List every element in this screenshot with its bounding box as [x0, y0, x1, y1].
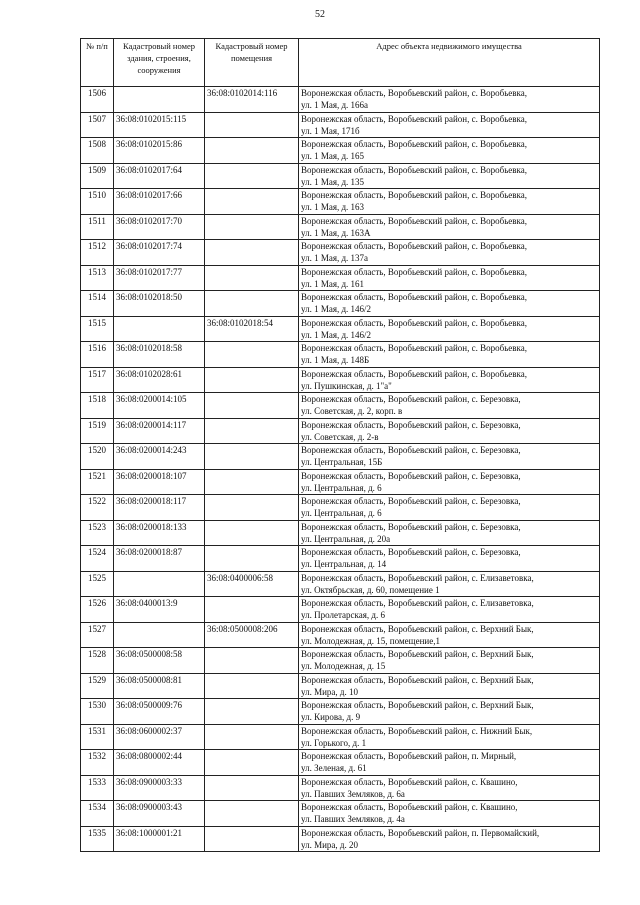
- address-line-street: ул. Молодежная, д. 15, помещение,1: [301, 635, 440, 646]
- address-line-region: Воронежская область, Воробьевский район, с. Верхний Бык,: [301, 623, 534, 634]
- premises-cadastral-number: [205, 393, 299, 419]
- address-line-region: Воронежская область, Воробьевский район, с. Березовка,: [301, 547, 521, 557]
- premises-cadastral-number: [205, 214, 299, 240]
- table-row: [81, 418, 600, 444]
- address-cell: [299, 444, 600, 470]
- row-number: 1526: [81, 597, 114, 623]
- address-line-region: Воронежская область, Воробьевский район, с. Квашино,: [301, 776, 518, 787]
- premises-cadastral-number: [205, 138, 299, 164]
- table-row: [81, 775, 600, 801]
- premises-cadastral-number: [205, 342, 299, 368]
- address-line-region: Воронежская область, Воробьевский район, с. Воробьевка,: [301, 113, 528, 124]
- building-cadastral-number: 36:08:0200014:117: [114, 418, 205, 444]
- row-number: 1510: [81, 189, 114, 215]
- premises-cadastral-number: [205, 189, 299, 215]
- table-body: [81, 87, 600, 852]
- address-cell: [299, 469, 600, 495]
- address-line-street: ул. 1 Мая, д. 148Б: [301, 355, 370, 365]
- row-number: 1534: [81, 801, 114, 827]
- address-line-street: ул. Центральная, д. 6: [301, 482, 382, 493]
- address-cell: [299, 571, 600, 597]
- table-row: [81, 265, 600, 291]
- premises-cadastral-number: [205, 265, 299, 291]
- address-cell: [299, 87, 600, 113]
- address-line-street: ул. 1 Мая, д. 163: [301, 202, 365, 212]
- address-line-street: ул. Молодежная, д. 15: [301, 661, 386, 671]
- address-line-street: ул. Центральная, 15Б: [301, 457, 383, 467]
- address-cell: [299, 750, 600, 776]
- table-row: [81, 597, 600, 623]
- row-number: 1509: [81, 163, 114, 189]
- building-cadastral-number: 36:08:0400013:9: [114, 597, 205, 623]
- premises-cadastral-number: [205, 444, 299, 470]
- address-cell: [299, 138, 600, 164]
- address-cell: [299, 724, 600, 750]
- building-cadastral-number: 36:08:0800002:44: [114, 750, 205, 776]
- building-cadastral-number: 36:08:0200018:107: [114, 469, 205, 495]
- address-line-street: ул. Пролетарская, д. 6: [301, 610, 385, 620]
- address-cell: [299, 699, 600, 725]
- address-cell: [299, 546, 600, 572]
- address-line-street: ул. 1 Мая, 171б: [301, 125, 360, 136]
- building-cadastral-number: 36:08:0102015:86: [114, 138, 205, 164]
- address-line-region: Воронежская область, Воробьевский район, с. Воробьевка,: [301, 215, 528, 226]
- address-line-street: ул. Зеленая, д. 61: [301, 763, 367, 773]
- table-row: [81, 571, 600, 597]
- address-cell: [299, 418, 600, 444]
- premises-cadastral-number: [205, 826, 299, 852]
- building-cadastral-number: 36:08:0900003:33: [114, 775, 205, 801]
- address-line-region: Воронежская область, Воробьевский район, с. Воробьевка,: [301, 368, 528, 379]
- address-line-region: Воронежская область, Воробьевский район, с. Березовка,: [301, 445, 521, 455]
- address-line-street: ул. Мира, д. 10: [301, 686, 358, 697]
- address-line-region: Воронежская область, Воробьевский район, с. Березовка,: [301, 470, 521, 481]
- address-line-region: Воронежская область, Воробьевский район, с. Воробьевка,: [301, 241, 528, 251]
- row-number: 1535: [81, 826, 114, 852]
- row-number: 1512: [81, 240, 114, 266]
- address-cell: [299, 291, 600, 317]
- table-row: [81, 393, 600, 419]
- premises-cadastral-number: [205, 240, 299, 266]
- premises-cadastral-number: [205, 801, 299, 827]
- premises-cadastral-number: 36:08:0500008:206: [205, 622, 299, 648]
- address-line-street: ул. Октябрьская, д. 60, помещение 1: [301, 584, 440, 595]
- address-line-region: Воронежская область, Воробьевский район, с. Квашино,: [301, 802, 518, 812]
- building-cadastral-number: [114, 87, 205, 113]
- premises-cadastral-number: [205, 597, 299, 623]
- address-line-region: Воронежская область, Воробьевский район, с. Воробьевка,: [301, 266, 528, 277]
- row-number: 1519: [81, 418, 114, 444]
- building-cadastral-number: 36:08:0200018:117: [114, 495, 205, 521]
- table-row: [81, 648, 600, 674]
- building-cadastral-number: 36:08:0900003:43: [114, 801, 205, 827]
- table-row: [81, 495, 600, 521]
- address-cell: [299, 163, 600, 189]
- header-building-cadastral: Кадастровый номер здания, строения, сооружения: [114, 39, 205, 87]
- building-cadastral-number: 36:08:0600002:37: [114, 724, 205, 750]
- address-cell: [299, 393, 600, 419]
- table-row: [81, 622, 600, 648]
- premises-cadastral-number: 36:08:0102014:116: [205, 87, 299, 113]
- table-row: [81, 291, 600, 317]
- row-number: 1513: [81, 265, 114, 291]
- address-line-region: Воронежская область, Воробьевский район, с. Верхний Бык,: [301, 700, 534, 710]
- address-line-street: ул. Советская, д. 2, корп. в: [301, 406, 403, 416]
- row-number: 1511: [81, 214, 114, 240]
- property-registry-table: [80, 38, 600, 852]
- premises-cadastral-number: 36:08:0102018:54: [205, 316, 299, 342]
- address-line-street: ул. Кирова, д. 9: [301, 712, 361, 722]
- premises-cadastral-number: [205, 750, 299, 776]
- address-line-street: ул. 1 Мая, д. 135: [301, 176, 365, 187]
- table-row: [81, 87, 600, 113]
- table-row: [81, 750, 600, 776]
- header-premises-cadastral: Кадастровый номер помещения: [205, 39, 299, 87]
- address-cell: [299, 240, 600, 266]
- table-row: [81, 240, 600, 266]
- premises-cadastral-number: [205, 163, 299, 189]
- address-line-street: ул. Павших Земляков, д. 6а: [301, 788, 405, 799]
- address-cell: [299, 801, 600, 827]
- table-row: [81, 469, 600, 495]
- premises-cadastral-number: [205, 699, 299, 725]
- address-line-street: ул. Пушкинская, д. 1"а": [301, 380, 392, 391]
- row-number: 1521: [81, 469, 114, 495]
- address-cell: [299, 189, 600, 215]
- address-cell: [299, 622, 600, 648]
- address-line-street: ул. Центральная, д. 6: [301, 508, 382, 518]
- address-line-region: Воронежская область, Воробьевский район, с. Верхний Бык,: [301, 649, 534, 659]
- building-cadastral-number: 36:08:0200014:243: [114, 444, 205, 470]
- address-cell: [299, 826, 600, 852]
- premises-cadastral-number: 36:08:0400006:58: [205, 571, 299, 597]
- building-cadastral-number: 36:08:0102017:74: [114, 240, 205, 266]
- premises-cadastral-number: [205, 495, 299, 521]
- row-number: 1506: [81, 87, 114, 113]
- address-line-region: Воронежская область, Воробьевский район, п. Мирный,: [301, 751, 517, 761]
- premises-cadastral-number: [205, 520, 299, 546]
- row-number: 1517: [81, 367, 114, 393]
- address-line-region: Воронежская область, Воробьевский район, с. Воробьевка,: [301, 88, 528, 98]
- table-row: [81, 520, 600, 546]
- premises-cadastral-number: [205, 724, 299, 750]
- row-number: 1516: [81, 342, 114, 368]
- building-cadastral-number: 36:08:0102017:66: [114, 189, 205, 215]
- premises-cadastral-number: [205, 112, 299, 138]
- address-line-region: Воронежская область, Воробьевский район, с. Березовка,: [301, 394, 521, 404]
- address-cell: [299, 648, 600, 674]
- premises-cadastral-number: [205, 418, 299, 444]
- table-row: [81, 826, 600, 852]
- address-line-street: ул. 1 Мая, д. 166а: [301, 100, 369, 110]
- address-cell: [299, 112, 600, 138]
- address-line-street: ул. 1 Мая, д. 161: [301, 278, 365, 289]
- table-row: [81, 316, 600, 342]
- address-line-region: Воронежская область, Воробьевский район, с. Воробьевка,: [301, 139, 528, 149]
- address-cell: [299, 495, 600, 521]
- building-cadastral-number: [114, 316, 205, 342]
- row-number: 1528: [81, 648, 114, 674]
- table-row: [81, 342, 600, 368]
- building-cadastral-number: [114, 622, 205, 648]
- row-number: 1531: [81, 724, 114, 750]
- row-number: 1523: [81, 520, 114, 546]
- table-row: [81, 801, 600, 827]
- row-number: 1530: [81, 699, 114, 725]
- address-line-region: Воронежская область, Воробьевский район, с. Березовка,: [301, 496, 521, 506]
- address-line-region: Воронежская область, Воробьевский район, с. Березовка,: [301, 521, 521, 532]
- row-number: 1514: [81, 291, 114, 317]
- table-row: [81, 189, 600, 215]
- address-cell: [299, 520, 600, 546]
- building-cadastral-number: 36:08:0500008:81: [114, 673, 205, 699]
- address-line-region: Воронежская область, Воробьевский район, п. Первомайский,: [301, 827, 540, 838]
- address-line-street: ул. Павших Земляков, д. 4а: [301, 814, 405, 824]
- address-cell: [299, 342, 600, 368]
- building-cadastral-number: 36:08:0102028:61: [114, 367, 205, 393]
- row-number: 1525: [81, 571, 114, 597]
- address-cell: [299, 367, 600, 393]
- premises-cadastral-number: [205, 546, 299, 572]
- building-cadastral-number: 36:08:1000001:21: [114, 826, 205, 852]
- address-line-region: Воронежская область, Воробьевский район, с. Елизаветовка,: [301, 572, 534, 583]
- address-cell: [299, 265, 600, 291]
- row-number: 1515: [81, 316, 114, 342]
- address-line-region: Воронежская область, Воробьевский район, с. Воробьевка,: [301, 164, 528, 175]
- address-cell: [299, 316, 600, 342]
- building-cadastral-number: 36:08:0200018:133: [114, 520, 205, 546]
- address-line-street: ул. 1 Мая, д. 146/2: [301, 329, 372, 340]
- row-number: 1520: [81, 444, 114, 470]
- table-row: [81, 673, 600, 699]
- address-cell: [299, 597, 600, 623]
- building-cadastral-number: 36:08:0200014:105: [114, 393, 205, 419]
- address-line-region: Воронежская область, Воробьевский район, с. Воробьевка,: [301, 343, 528, 353]
- building-cadastral-number: 36:08:0102017:64: [114, 163, 205, 189]
- address-line-street: ул. Центральная, д. 14: [301, 559, 387, 569]
- address-line-street: ул. 1 Мая, д. 137а: [301, 253, 369, 263]
- address-line-street: ул. Мира, д. 20: [301, 839, 358, 850]
- premises-cadastral-number: [205, 775, 299, 801]
- address-line-street: ул. 1 Мая, д. 163А: [301, 227, 371, 238]
- row-number: 1529: [81, 673, 114, 699]
- table-row: [81, 724, 600, 750]
- address-cell: [299, 214, 600, 240]
- address-line-region: Воронежская область, Воробьевский район, с. Березовка,: [301, 419, 521, 430]
- table-row: [81, 444, 600, 470]
- address-line-street: ул. Советская, д. 2-в: [301, 431, 379, 442]
- row-number: 1527: [81, 622, 114, 648]
- building-cadastral-number: 36:08:0102017:70: [114, 214, 205, 240]
- page-number: 52: [315, 9, 325, 20]
- header-number: № п/п: [81, 39, 114, 87]
- building-cadastral-number: [114, 571, 205, 597]
- building-cadastral-number: 36:08:0102015:115: [114, 112, 205, 138]
- address-line-region: Воронежская область, Воробьевский район, с. Воробьевка,: [301, 190, 528, 200]
- row-number: 1533: [81, 775, 114, 801]
- address-cell: [299, 673, 600, 699]
- row-number: 1522: [81, 495, 114, 521]
- row-number: 1518: [81, 393, 114, 419]
- table-row: [81, 163, 600, 189]
- address-line-region: Воронежская область, Воробьевский район, с. Елизаветовка,: [301, 598, 534, 608]
- table-row: [81, 546, 600, 572]
- premises-cadastral-number: [205, 648, 299, 674]
- address-line-street: ул. 1 Мая, д. 165: [301, 151, 365, 161]
- premises-cadastral-number: [205, 469, 299, 495]
- building-cadastral-number: 36:08:0500008:58: [114, 648, 205, 674]
- premises-cadastral-number: [205, 291, 299, 317]
- building-cadastral-number: 36:08:0102017:77: [114, 265, 205, 291]
- row-number: 1507: [81, 112, 114, 138]
- address-line-region: Воронежская область, Воробьевский район, с. Нижний Бык,: [301, 725, 533, 736]
- table-row: [81, 699, 600, 725]
- address-line-region: Воронежская область, Воробьевский район, с. Воробьевка,: [301, 292, 528, 302]
- table-row: [81, 367, 600, 393]
- table-header-row: [81, 39, 600, 87]
- building-cadastral-number: 36:08:0102018:58: [114, 342, 205, 368]
- row-number: 1524: [81, 546, 114, 572]
- address-cell: [299, 775, 600, 801]
- building-cadastral-number: 36:08:0102018:50: [114, 291, 205, 317]
- premises-cadastral-number: [205, 367, 299, 393]
- address-line-street: ул. 1 Мая, д. 146/2: [301, 304, 372, 314]
- building-cadastral-number: 36:08:0200018:87: [114, 546, 205, 572]
- table-row: [81, 112, 600, 138]
- table-row: [81, 138, 600, 164]
- premises-cadastral-number: [205, 673, 299, 699]
- table-row: [81, 214, 600, 240]
- header-address: Адрес объекта недвижимого имущества: [299, 39, 600, 87]
- building-cadastral-number: 36:08:0500009:76: [114, 699, 205, 725]
- address-line-street: ул. Горького, д. 1: [301, 737, 367, 748]
- address-line-street: ул. Центральная, д. 20а: [301, 533, 391, 544]
- address-line-region: Воронежская область, Воробьевский район, с. Верхний Бык,: [301, 674, 534, 685]
- address-line-region: Воронежская область, Воробьевский район, с. Воробьевка,: [301, 317, 528, 328]
- row-number: 1532: [81, 750, 114, 776]
- row-number: 1508: [81, 138, 114, 164]
